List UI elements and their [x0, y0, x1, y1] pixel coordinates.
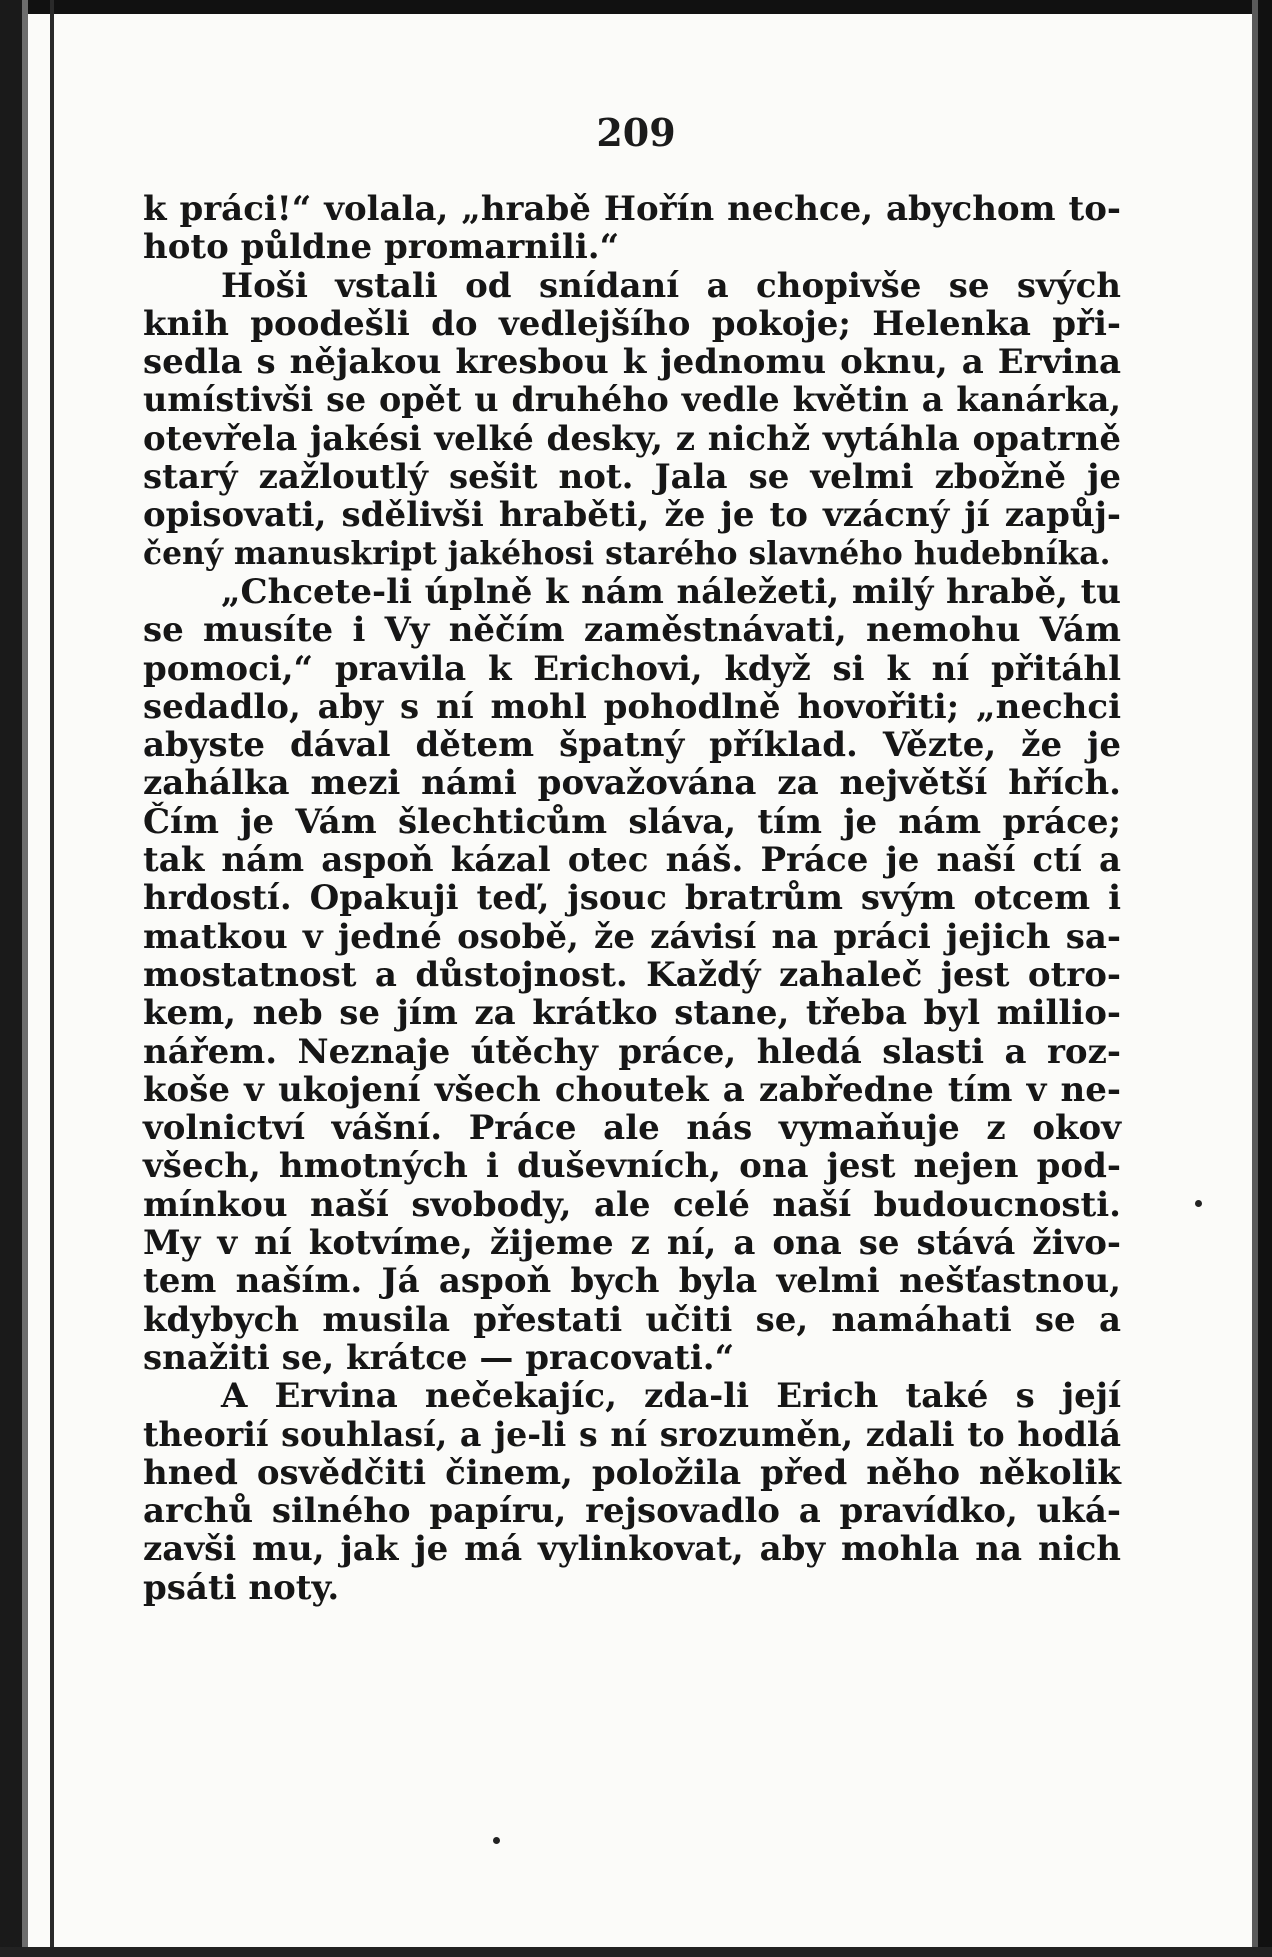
- text-line: kem, neb se jím za krátko stane, třeba byl millio-: [143, 993, 1121, 1034]
- text-line: mostatnost a důstojnost. Každý zahaleč jest otro-: [143, 954, 1121, 995]
- text-line: tak nám aspoň kázal otec náš. Práce je naší ctí a: [143, 840, 1121, 881]
- text-line: k práci!“ volala, „hrabě Hořín nechce, abychom to-: [143, 189, 1121, 229]
- text-line: zavši mu, jak je má vylinkovat, aby mohla na nich: [143, 1529, 1121, 1570]
- text-line: všech, hmotných i duševních, ona jest nejen pod-: [143, 1146, 1121, 1187]
- text-line: kdybych musila přestati učiti se, namáhati se a: [143, 1299, 1121, 1340]
- text-line: A Ervina nečekajíc, zda-li Erich také s její: [221, 1376, 1121, 1417]
- text-line: otevřela jakési velké desky, z nichž vytáhla opatrně: [143, 418, 1121, 459]
- text-line: archů silného papíru, rejsovadlo a pravídko, uká-: [143, 1491, 1121, 1532]
- text-line: umístivši se opět u druhého vedle květin a kanárka,: [143, 380, 1121, 420]
- text-line: „Chcete-li úplně k nám náležeti, milý hrabě, tu: [221, 571, 1121, 612]
- text-line: matkou v jedné osobě, že závisí na práci jejich sa-: [143, 916, 1121, 957]
- text-line: tem naším. Já aspoň bych byla velmi nešťastnou,: [143, 1261, 1121, 1302]
- text-line: psáti noty.: [143, 1567, 340, 1608]
- scan-left-shadow: [22, 0, 28, 1957]
- scan-right-edge: [1258, 0, 1272, 1957]
- binding-line: [50, 0, 54, 1957]
- scan-top-edge: [0, 0, 1272, 14]
- text-line: pomoci,“ pravila k Erichovi, když si k ní přitáhl: [143, 648, 1121, 689]
- text-line: My v ní kotvíme, žijeme z ní, a ona se stává živo-: [143, 1223, 1121, 1264]
- text-line: hoto půldne promarnili.“: [143, 227, 620, 268]
- text-line: hned osvědčiti činem, položila před něho několik: [143, 1452, 1121, 1493]
- text-line: sedadlo, aby s ní mohl pohodlně hovořiti; „nechci: [143, 686, 1121, 727]
- text-line: snažiti se, krátce — pracovati.“: [143, 1337, 735, 1378]
- page-number: 209: [596, 110, 676, 155]
- text-line: theorií souhlasí, a je-li s ní srozuměn, zdali to hodlá: [143, 1414, 1121, 1454]
- scan-right-shadow: [1252, 0, 1258, 1957]
- text-line: Hoši vstali od snídaní a chopivše se svých: [221, 265, 1121, 306]
- text-line: Čím je Vám šlechticům sláva, tím je nám práce;: [143, 801, 1121, 842]
- body-text: [143, 190, 1121, 1607]
- scan-bottom-edge: [0, 1947, 1272, 1957]
- text-line: zahálka mezi námi považována za největší hřích.: [143, 763, 1121, 804]
- text-line: se musíte i Vy něčím zaměstnávati, nemohu Vám: [143, 610, 1121, 651]
- ink-speck: [493, 1837, 500, 1844]
- text-line: opisovati, sdělivši hraběti, že je to vzácný jí zapůj-: [143, 495, 1121, 536]
- text-line: čený manuskript jakéhosi starého slavného hudebníka.: [143, 535, 1111, 572]
- text-line: mínkou naší svobody, ale celé naší budoucnosti.: [143, 1184, 1121, 1225]
- text-line: hrdostí. Opakuji teď, jsouc bratrům svým otcem i: [143, 878, 1121, 919]
- ink-speck: [1195, 1200, 1202, 1207]
- scan-left-edge: [0, 0, 22, 1957]
- text-line: knih poodešli do vedlejšího pokoje; Helenka při-: [143, 303, 1121, 344]
- text-line: sedla s nějakou kresbou k jednomu oknu, a Ervina: [143, 342, 1121, 383]
- text-line: volnictví vášní. Práce ale nás vymaňuje z okov: [143, 1108, 1121, 1149]
- text-line: nářem. Neznaje útěchy práce, hledá slasti a roz-: [143, 1031, 1121, 1072]
- text-line: abyste dával dětem špatný příklad. Vězte, že je: [143, 725, 1121, 766]
- text-line: starý zažloutlý sešit not. Jala se velmi zbožně je: [143, 457, 1121, 498]
- text-line: koše v ukojení všech choutek a zabředne tím v ne-: [143, 1069, 1121, 1110]
